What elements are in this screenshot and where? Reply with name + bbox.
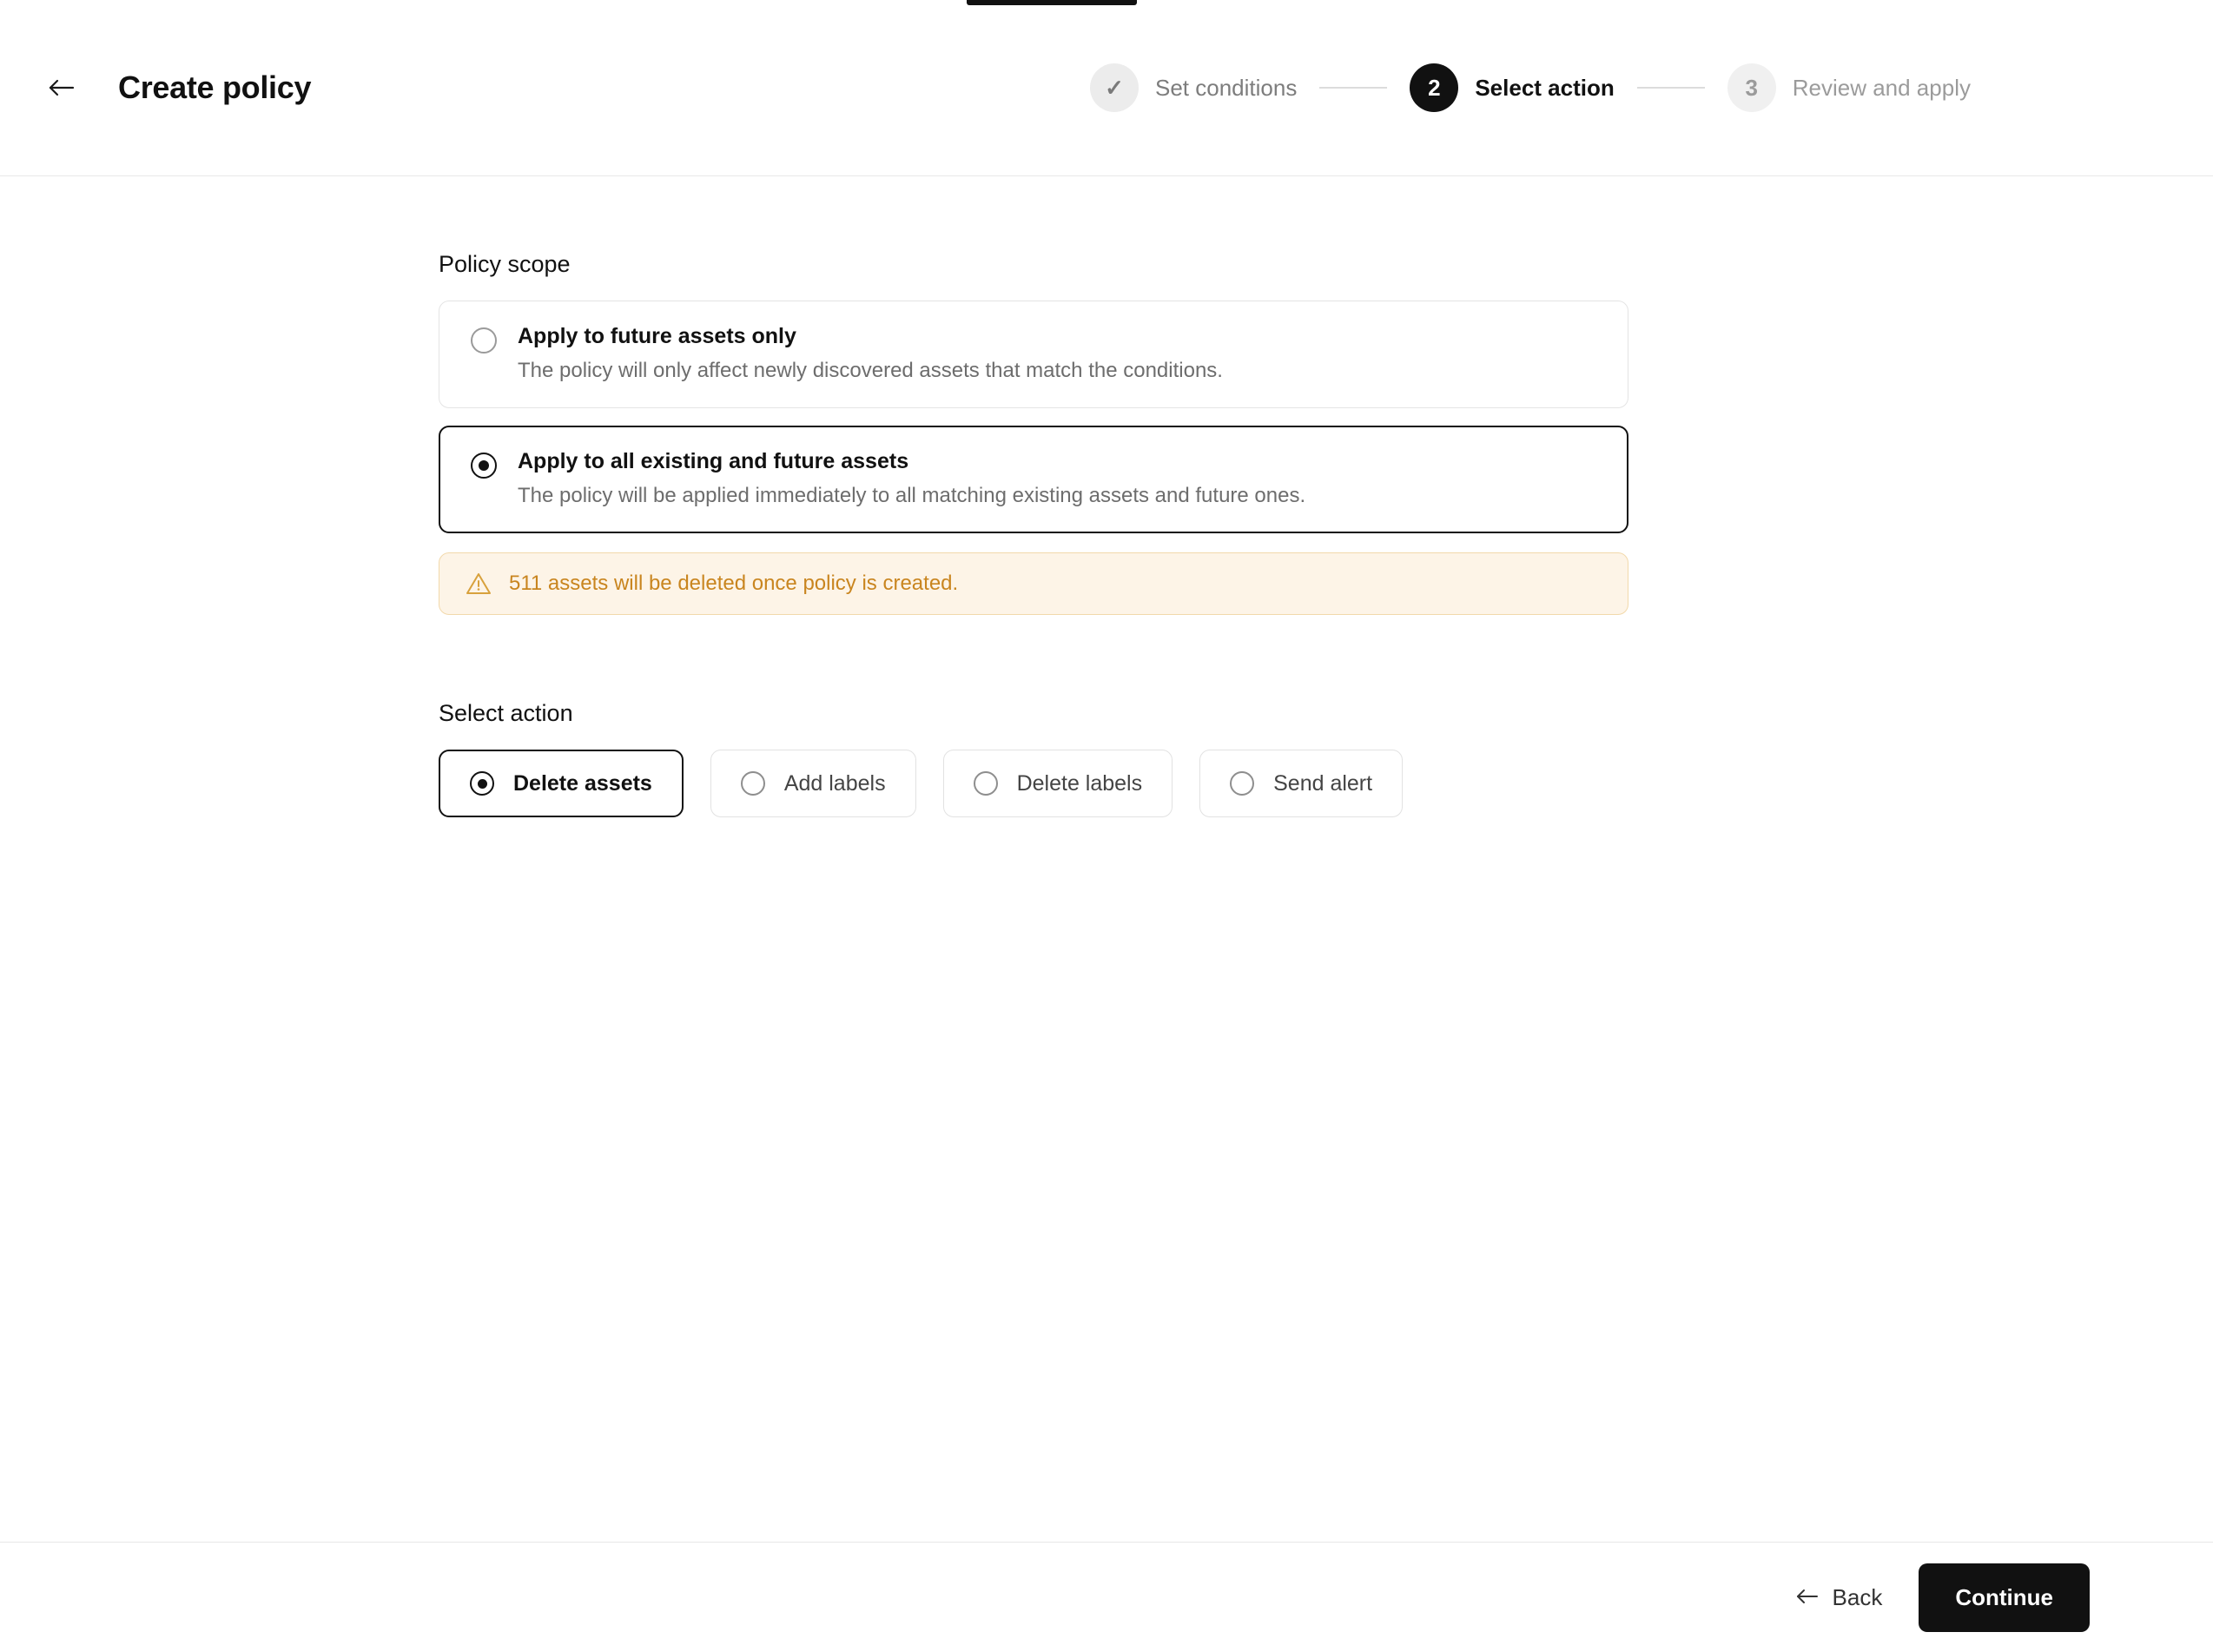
select-action-options — [439, 750, 1628, 817]
select-action-title: Select action — [439, 700, 573, 726]
radio-icon-delete-labels — [974, 771, 998, 796]
step-badge-1: ✓ — [1090, 63, 1139, 112]
page-header — [0, 0, 2213, 176]
back-button-label: Back — [1832, 1583, 1883, 1610]
policy-scope-option-future-only[interactable] — [439, 301, 1628, 408]
radio-icon-delete-assets — [470, 771, 494, 796]
action-chip-add-labels[interactable] — [710, 750, 916, 817]
page-title: Create policy — [118, 69, 312, 105]
option-title-all-existing-and-future: Apply to all existing and future assets — [518, 449, 909, 473]
step-connector-1 — [1319, 87, 1387, 89]
back-button[interactable] — [1796, 1584, 1883, 1611]
radio-icon-send-alert — [1230, 771, 1254, 796]
option-title-future-only: Apply to future assets only — [518, 324, 796, 348]
warning-triangle-icon — [466, 571, 492, 597]
action-chip-send-alert[interactable] — [1199, 750, 1403, 817]
action-label-send-alert: Send alert — [1273, 770, 1373, 796]
action-chip-delete-labels[interactable] — [943, 750, 1173, 817]
action-chip-delete-assets[interactable] — [439, 750, 684, 817]
step-label-2: Select action — [1475, 74, 1615, 101]
step-badge-3: 3 — [1727, 63, 1776, 112]
step-select-action[interactable] — [1410, 63, 1614, 112]
policy-scope-title: Policy scope — [439, 251, 571, 277]
stepper — [1090, 63, 1971, 112]
step-set-conditions[interactable] — [1090, 63, 1297, 112]
step-label-1: Set conditions — [1155, 74, 1298, 101]
page-footer — [0, 1542, 2213, 1652]
action-label-delete-labels: Delete labels — [1016, 770, 1143, 796]
radio-icon-all-existing-and-future — [471, 453, 497, 479]
main-content — [0, 176, 2213, 1542]
arrow-left-icon — [1796, 1584, 1819, 1611]
option-desc-all-existing-and-future: The policy will be applied immediately to all matching existing assets and future ones. — [518, 484, 1306, 507]
select-action-section — [439, 700, 1628, 817]
step-label-3: Review and apply — [1792, 74, 1971, 101]
radio-icon-future-only — [471, 327, 497, 354]
step-review-and-apply[interactable] — [1727, 63, 1971, 112]
warning-text: 511 assets will be deleted once policy is created. — [509, 572, 959, 595]
action-label-delete-assets: Delete assets — [513, 770, 652, 796]
step-badge-2: 2 — [1410, 63, 1458, 112]
policy-scope-option-all-existing-and-future[interactable] — [439, 426, 1628, 533]
option-desc-future-only: The policy will only affect newly discovered assets that match the conditions. — [518, 359, 1223, 382]
radio-icon-add-labels — [741, 771, 765, 796]
action-label-add-labels: Add labels — [783, 770, 886, 796]
arrow-left-icon[interactable] — [38, 64, 85, 111]
continue-button[interactable]: Continue — [1919, 1563, 2090, 1632]
warning-banner — [439, 552, 1628, 615]
step-connector-2 — [1637, 87, 1705, 89]
